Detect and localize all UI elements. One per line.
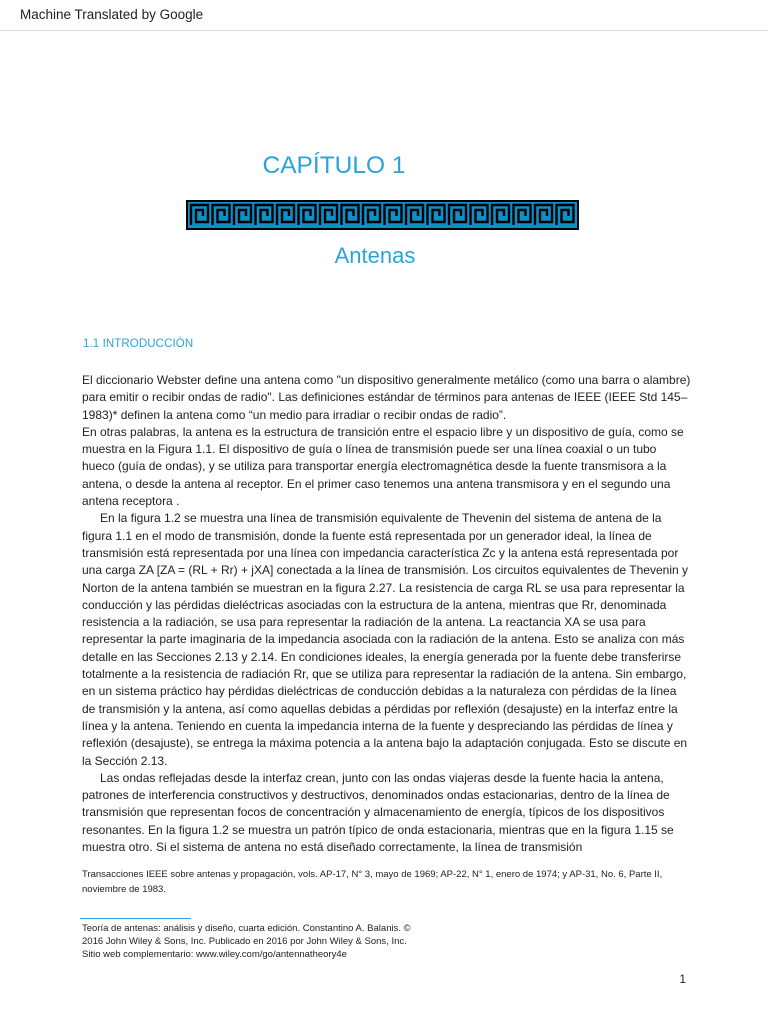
credits-line: 2016 John Wiley & Sons, Inc. Publicado en 2016 por John Wiley & Sons, Inc. xyxy=(82,936,407,947)
page-number: 1 xyxy=(679,972,686,986)
chapter-title: CAPÍTULO 1 xyxy=(262,152,406,179)
footnote: Transacciones IEEE sobre antenas y propagación, vols. AP-17, N° 3, mayo de 1969; AP-22, N° 1, enero de 1974; y AP-31, No. 6, Parte II, noviembre de 1983. xyxy=(82,869,663,895)
footnote-divider xyxy=(80,918,191,919)
paragraph: En la figura 1.2 se muestra una línea de transmisión equivalente de Thevenin del sistema de antena de la figura 1.1 en el modo de transmisión, donde la fuente está representada por un generador ideal, la línea de transmisión está representada por una línea con impedancia característica Zc y la antena está representada por una carga ZA [ZA = (RL + Rr) + jXA] conectada a la línea de transmisión. Los circuitos equivalentes de Thevenin y Norton de la antena también se muestran en la figura 2.27. La resistencia de carga RL se usa para representar la conducción y las pérdidas dieléctricas asociadas con la estructura de la antena, mientras que Rr, denominada resistencia a la radiación, se usa para representar la radiación de la antena. La reactancia XA se usa para representar la parte imaginaria de la impedancia asociada con la radiación de la antena. Esto se analiza con más detalle en las Secciones 2.13 y 2.14. En condiciones ideales, la energía generada por la fuente debe transferirse totalmente a la resistencia de radiación Rr, que se utiliza para representar la radiación de la antena. Sin embargo, en un sistema práctico hay pérdidas dieléctricas de conducción debidas a la naturaleza con pérdidas de la línea de transmisión y la antena, así como aquellas debidas a pérdidas por reflexión (desajuste) en la interfaz entre la línea y la antena. Teniendo en cuenta la impedancia interna de la fuente y despreciando las pérdidas de línea y reflexión (desajuste), se entrega la máxima potencia a la antena bajo la adaptación conjugada. Esto se discute en la Sección 2.13. xyxy=(82,511,688,768)
body-text xyxy=(82,372,692,856)
paragraph: En otras palabras, la antena es la estructura de transición entre el espacio libre y un dispositivo de guía, como se muestra en la Figura 1.1. El dispositivo de guía o línea de transmisión puede ser una línea coaxial o un tubo hueco (guía de ondas), y se utiliza para transportar energía electromagnética desde la fuente transmisora a la antena, o desde la antena al receptor. En el primer caso tenemos una antena transmisora y en el segundo una antena receptora . xyxy=(82,424,684,509)
greek-key-ornament-icon xyxy=(186,200,579,230)
credits-line: Sitio web complementario: www.wiley.com/go/antennatheory4e xyxy=(82,949,347,960)
publication-credits xyxy=(82,922,692,961)
credits-line: Teoría de antenas: análisis y diseño, cuarta edición. Constantino A. Balanis. © xyxy=(82,923,411,934)
translation-banner xyxy=(0,0,768,31)
translation-banner-label: Machine Translated by Google xyxy=(20,7,204,22)
paragraph: Las ondas reflejadas desde la interfaz crean, junto con las ondas viajeras desde la fuente hacia la antena, patrones de interferencia constructivos y destructivos, denominados ondas estacionarias, dentro de la línea de transmisión que representan focos de concentración y almacenamiento de energía, típicos de los dispositivos resonantes. En la figura 1.2 se muestra un patrón típico de onda estacionaria, mientras que en la figura 1.15 se muestra otro. Si el sistema de antena no está diseñado correctamente, la línea de transmisión xyxy=(82,770,674,855)
paragraph: El diccionario Webster define una antena como "un dispositivo generalmente metálico (como una barra o alambre) para emitir o recibir ondas de radio". Las definiciones estándar de términos para antenas de IEEE (IEEE Std 145–1983)* definen la antena como “un medio para irradiar o recibir ondas de radio”. xyxy=(82,373,691,422)
section-heading: 1.1 INTRODUCCIÓN xyxy=(83,338,194,350)
chapter-subtitle: Antenas xyxy=(334,243,416,268)
